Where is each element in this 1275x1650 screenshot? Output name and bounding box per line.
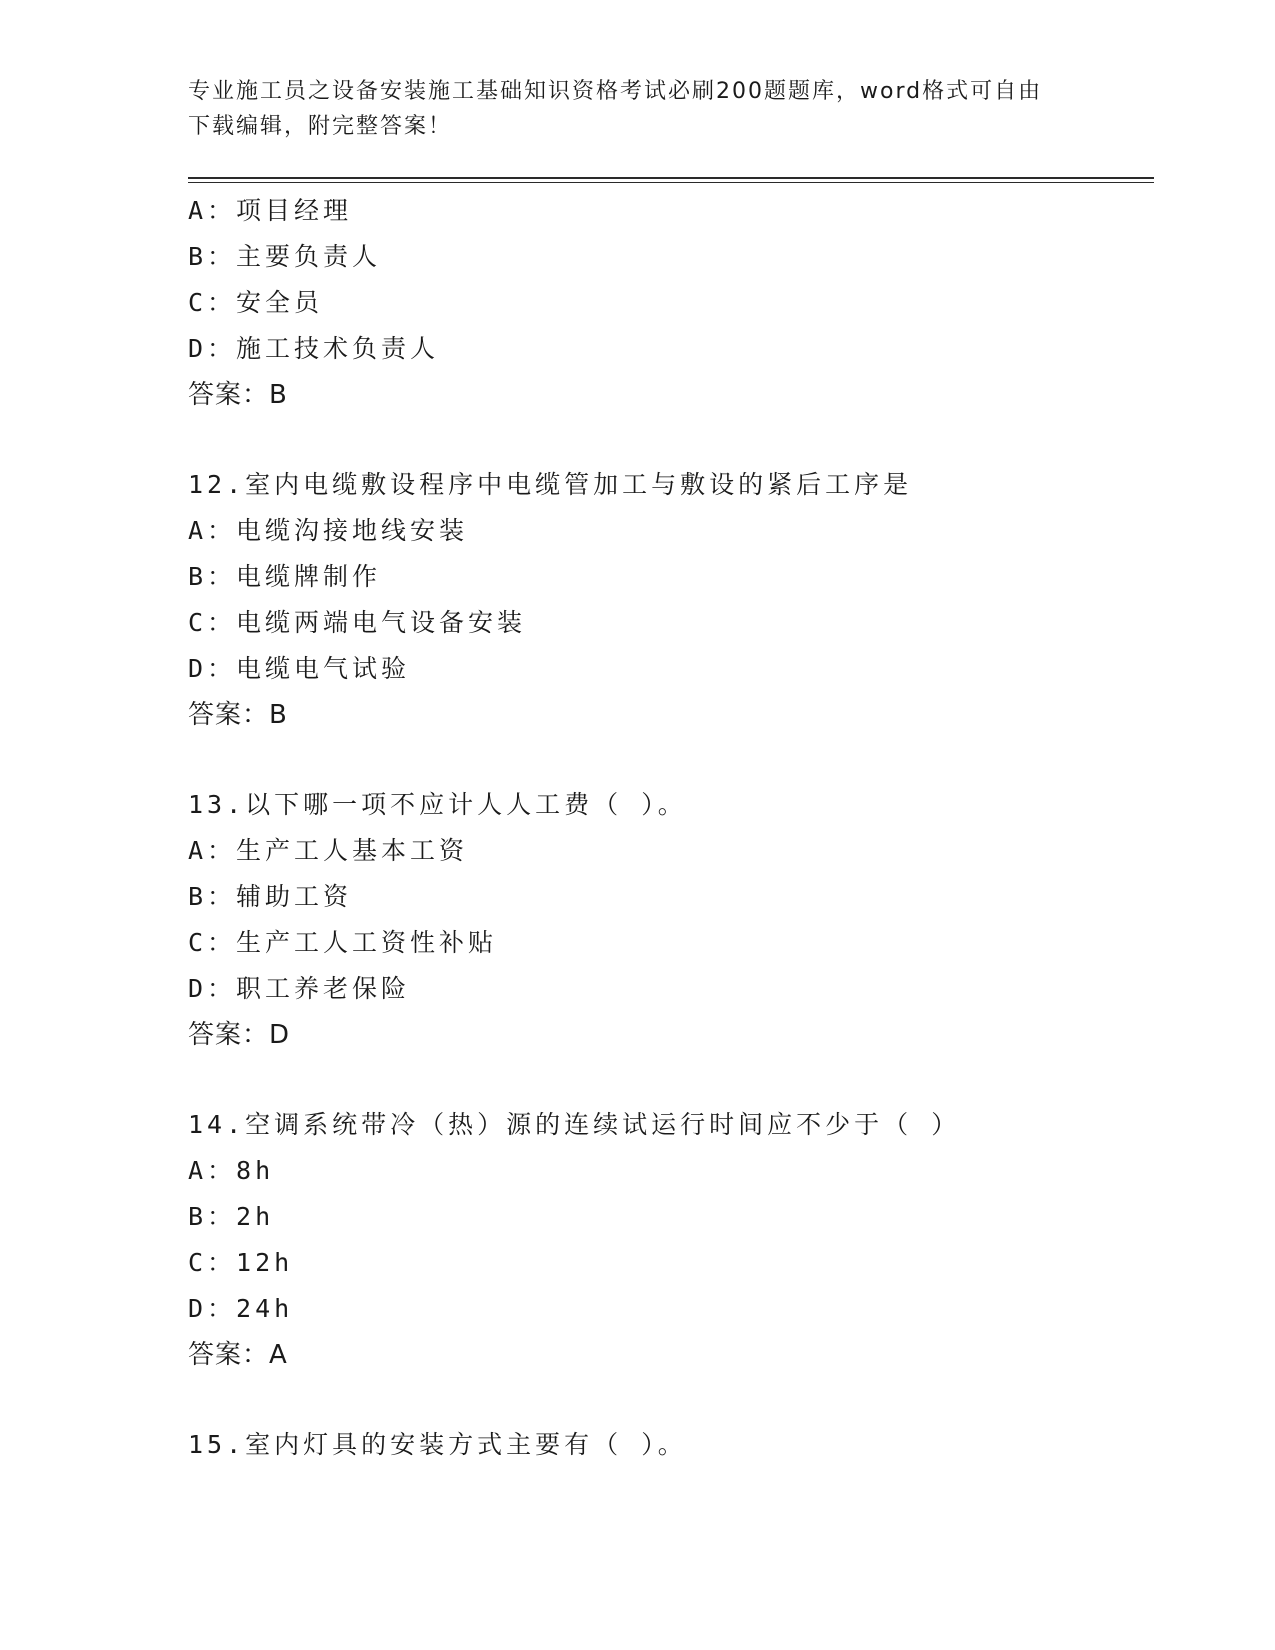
question-text: 13.以下哪一项不应计人人工费（ ）。 bbox=[188, 790, 687, 819]
option-c: C：12h bbox=[188, 1248, 294, 1277]
question-block bbox=[188, 188, 1154, 418]
option-b: B：辅助工资 bbox=[188, 882, 353, 911]
question-text: 14.空调系统带冷（热）源的连续试运行时间应不少于（ ） bbox=[188, 1110, 961, 1139]
option-d: D：施工技术负责人 bbox=[188, 334, 440, 363]
option-d: D：24h bbox=[188, 1294, 294, 1323]
question-list bbox=[188, 188, 1154, 1512]
answer: 答案：D bbox=[188, 1020, 291, 1050]
option-d: D：电缆电气试验 bbox=[188, 654, 411, 683]
question-block bbox=[188, 462, 1154, 738]
option-c: C：电缆两端电气设备安装 bbox=[188, 608, 527, 637]
question-block bbox=[188, 1422, 1154, 1468]
question-text: 12.室内电缆敷设程序中电缆管加工与敷设的紧后工序是 bbox=[188, 470, 913, 499]
option-a: A：8h bbox=[188, 1156, 275, 1185]
question-block bbox=[188, 1102, 1154, 1378]
option-a: A：项目经理 bbox=[188, 196, 353, 225]
question-block bbox=[188, 782, 1154, 1058]
option-b: B：电缆牌制作 bbox=[188, 562, 382, 591]
option-a: A：电缆沟接地线安装 bbox=[188, 516, 469, 545]
option-c: C：生产工人工资性补贴 bbox=[188, 928, 498, 957]
header-line-1: 专业施工员之设备安装施工基础知识资格考试必刷200题题库，word格式可自由 bbox=[188, 79, 1043, 104]
option-a: A：生产工人基本工资 bbox=[188, 836, 469, 865]
answer: 答案：A bbox=[188, 1340, 288, 1370]
option-d: D：职工养老保险 bbox=[188, 974, 411, 1003]
option-b: B：2h bbox=[188, 1202, 275, 1231]
document-header bbox=[188, 74, 1088, 144]
header-line-2: 下载编辑，附完整答案！ bbox=[188, 114, 453, 139]
answer: 答案：B bbox=[188, 380, 288, 410]
answer: 答案：B bbox=[188, 700, 288, 730]
question-text: 15.室内灯具的安装方式主要有（ ）。 bbox=[188, 1430, 687, 1459]
option-c: C：安全员 bbox=[188, 288, 324, 317]
header-divider-thin bbox=[188, 182, 1154, 183]
header-divider-thick bbox=[188, 177, 1154, 179]
option-b: B：主要负责人 bbox=[188, 242, 382, 271]
